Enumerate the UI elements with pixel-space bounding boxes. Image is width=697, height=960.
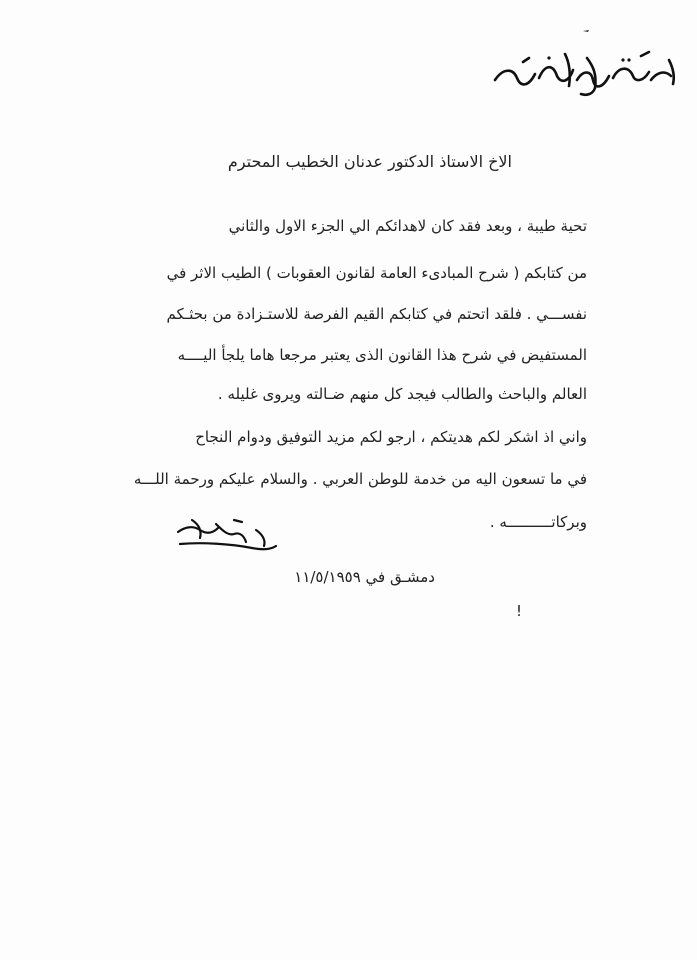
stray-mark: ! (516, 602, 523, 620)
body-line-6: واني اذ اشكر لكم هديتكم ، ارجو لكم مزيد التوفيق ودوام النجاح (195, 428, 587, 446)
body-line-2: من كتابكم ( شرح المبادىء العامة لقانون العقوبات ) الطيب الاثر في (166, 264, 587, 282)
body-line-4: المستفيض في شرح هذا القانون الذى يعتبر مرجعا هاما يلجأ اليــــه (177, 346, 587, 364)
calligraphic-letterhead-logo (483, 40, 683, 100)
body-line-8: وبركاتــــــــــه . (489, 513, 587, 531)
handwritten-signature (172, 510, 282, 554)
body-line-7: في ما تسعون اليه من خدمة للوطن العربي . والسلام عليكم ورحمة اللـــه (133, 470, 587, 488)
salutation-line: الاخ الاستاذ الدكتور عدنان الخطيب المحترم (227, 152, 512, 171)
date-line: دمشـق في ١١/٥/١٩٥٩ (294, 568, 435, 586)
body-line-1: تحية طيبة ، وبعد فقد كان لاهدائكم الي الجزء الاول والثاني (228, 217, 587, 235)
body-line-3: نفســـي . فلقد اتحتم في كتابكم القيم الفرصة للاستـزادة من بحثـكم (166, 305, 587, 323)
ink-speck (583, 18, 589, 22)
body-line-5: العالم والباحث والطالب فيجد كل منهم ضـالته ويروى غليله . (217, 385, 587, 403)
